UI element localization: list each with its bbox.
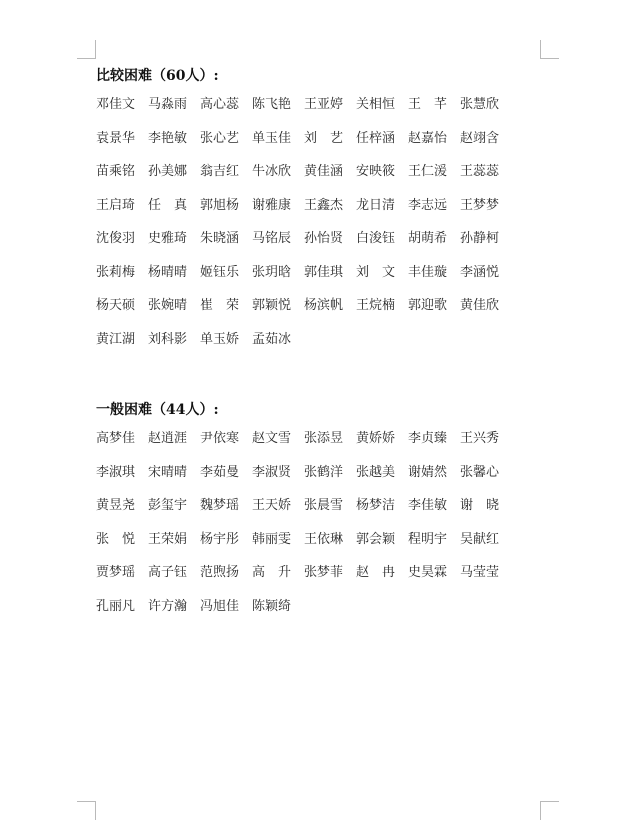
student-name: 尹依寒 xyxy=(200,431,240,446)
student-name: 郭会颖 xyxy=(356,531,396,547)
student-name: 韩丽雯 xyxy=(252,531,292,547)
student-name: 张婉晴 xyxy=(148,298,188,313)
student-name: 王 芊 xyxy=(408,97,448,112)
student-name: 张慧欣 xyxy=(460,97,500,112)
student-name: 郭迎歌 xyxy=(408,298,448,313)
student-name: 胡萌希 xyxy=(408,231,448,246)
student-name: 马铭辰 xyxy=(252,231,292,246)
student-name: 王烷楠 xyxy=(356,298,396,313)
student-name: 王仁湲 xyxy=(408,164,448,179)
student-name: 杨宇彤 xyxy=(200,531,240,547)
student-name: 任梓涵 xyxy=(356,130,396,146)
student-name: 许方瀚 xyxy=(148,598,188,614)
student-name: 李志远 xyxy=(408,197,448,213)
student-name: 马莹莹 xyxy=(460,565,500,580)
student-name: 张馨心 xyxy=(460,464,500,480)
student-name: 史昊霖 xyxy=(408,565,448,580)
student-name: 黄昱尧 xyxy=(96,498,136,513)
student-name: 陈飞艳 xyxy=(252,97,292,112)
student-name: 郭颖悦 xyxy=(252,298,292,313)
student-name: 白浚钰 xyxy=(356,231,396,246)
name-list xyxy=(96,96,516,364)
section-heading: 比较困难（60人）: xyxy=(96,68,219,84)
student-name: 马淼雨 xyxy=(148,97,188,112)
student-name: 孙静柯 xyxy=(460,231,500,246)
student-name: 陈颖绮 xyxy=(252,598,292,614)
student-name: 程明宇 xyxy=(408,531,448,547)
student-name: 黄娇娇 xyxy=(356,431,396,446)
student-name: 王启琦 xyxy=(96,197,136,213)
student-name: 孙怡贤 xyxy=(304,231,344,246)
student-name: 单玉娇 xyxy=(200,331,240,347)
student-name: 赵 冉 xyxy=(356,565,396,580)
student-name: 李佳敏 xyxy=(408,498,448,513)
student-name: 赵逍涯 xyxy=(148,431,188,446)
student-name: 谢 晓 xyxy=(460,498,500,513)
student-name: 范煦扬 xyxy=(200,565,240,580)
student-name: 杨天硕 xyxy=(96,298,136,313)
student-name: 赵翊含 xyxy=(460,130,500,146)
student-name: 冯旭佳 xyxy=(200,598,240,614)
crop-mark-top-right xyxy=(540,40,559,59)
student-name: 王梦梦 xyxy=(460,197,500,213)
student-name: 苗乘铭 xyxy=(96,164,136,179)
student-name: 郭旭杨 xyxy=(200,197,240,213)
section-generally-difficult xyxy=(96,400,516,631)
student-name: 谢婧然 xyxy=(408,464,448,480)
student-name: 张添昱 xyxy=(304,431,344,446)
student-name: 杨梦洁 xyxy=(356,498,396,513)
crop-mark-bottom-left xyxy=(77,801,96,820)
section-heading: 一般困难（44人）: xyxy=(96,402,219,418)
student-name: 牛冰欣 xyxy=(252,164,292,179)
student-name: 李贞臻 xyxy=(408,431,448,446)
student-name: 高子钰 xyxy=(148,565,188,580)
student-name: 张晨雪 xyxy=(304,498,344,513)
student-name: 任 真 xyxy=(148,197,188,213)
name-list xyxy=(96,430,516,631)
student-name: 王蕊蕊 xyxy=(460,164,500,179)
student-name: 王荣娟 xyxy=(148,531,188,547)
student-name: 翁吉红 xyxy=(200,164,240,179)
student-name: 李茹曼 xyxy=(200,464,240,480)
student-name: 黄佳涵 xyxy=(304,164,344,179)
student-name: 王亚婷 xyxy=(304,97,344,112)
student-name: 高心蕊 xyxy=(200,97,240,112)
student-name: 赵嘉怡 xyxy=(408,130,448,146)
student-name: 高梦佳 xyxy=(96,431,136,446)
student-name: 李淑贤 xyxy=(252,464,292,480)
student-name: 张玥晗 xyxy=(252,264,292,280)
student-name: 孟茹冰 xyxy=(252,331,292,347)
student-name: 张越美 xyxy=(356,464,396,480)
student-name: 朱晓涵 xyxy=(200,231,240,246)
student-name: 姬钰乐 xyxy=(200,264,240,280)
student-name: 邓佳文 xyxy=(96,97,136,112)
student-name: 杨晴晴 xyxy=(148,264,188,280)
student-name: 安映筱 xyxy=(356,164,396,179)
student-name: 张 悦 xyxy=(96,531,136,547)
student-name: 谢雅康 xyxy=(252,197,292,213)
student-name: 刘科影 xyxy=(148,331,188,347)
student-name: 李涵悦 xyxy=(460,264,500,280)
student-name: 沈俊羽 xyxy=(96,231,136,246)
student-name: 李艳敏 xyxy=(148,130,188,146)
crop-mark-bottom-right xyxy=(540,801,559,820)
student-name: 彭玺宇 xyxy=(148,498,188,513)
student-name: 张心艺 xyxy=(200,130,240,146)
student-name: 宋晴晴 xyxy=(148,464,188,480)
student-name: 王鑫杰 xyxy=(304,197,344,213)
student-name: 郭佳琪 xyxy=(304,264,344,280)
student-name: 孙美娜 xyxy=(148,164,188,179)
crop-mark-top-left xyxy=(77,40,96,59)
student-name: 吴献红 xyxy=(460,531,500,547)
student-name: 史雅琦 xyxy=(148,231,188,246)
student-name: 张梦菲 xyxy=(304,565,344,580)
student-name: 孔丽凡 xyxy=(96,598,136,614)
student-name: 王依琳 xyxy=(304,531,344,547)
student-name: 贾梦瑶 xyxy=(96,565,136,580)
student-name: 袁景华 xyxy=(96,130,136,146)
section-comparatively-difficult xyxy=(96,66,516,364)
student-name: 张鹤洋 xyxy=(304,464,344,480)
student-name: 刘 艺 xyxy=(304,130,344,146)
student-name: 崔 荣 xyxy=(200,298,240,313)
student-name: 刘 文 xyxy=(356,264,396,280)
student-name: 黄佳欣 xyxy=(460,298,500,313)
student-name: 赵文雪 xyxy=(252,431,292,446)
student-name: 王天娇 xyxy=(252,498,292,513)
student-name: 高 升 xyxy=(252,565,292,580)
student-name: 黄江湖 xyxy=(96,331,136,347)
student-name: 单玉佳 xyxy=(252,130,292,146)
student-name: 张莉梅 xyxy=(96,264,136,280)
student-name: 王兴秀 xyxy=(460,431,500,446)
student-name: 龙日清 xyxy=(356,197,396,213)
student-name: 李淑琪 xyxy=(96,464,136,480)
student-name: 关相恒 xyxy=(356,97,396,112)
student-name: 丰佳璇 xyxy=(408,264,448,280)
student-name: 魏梦瑶 xyxy=(200,498,240,513)
student-name: 杨滨帆 xyxy=(304,298,344,313)
